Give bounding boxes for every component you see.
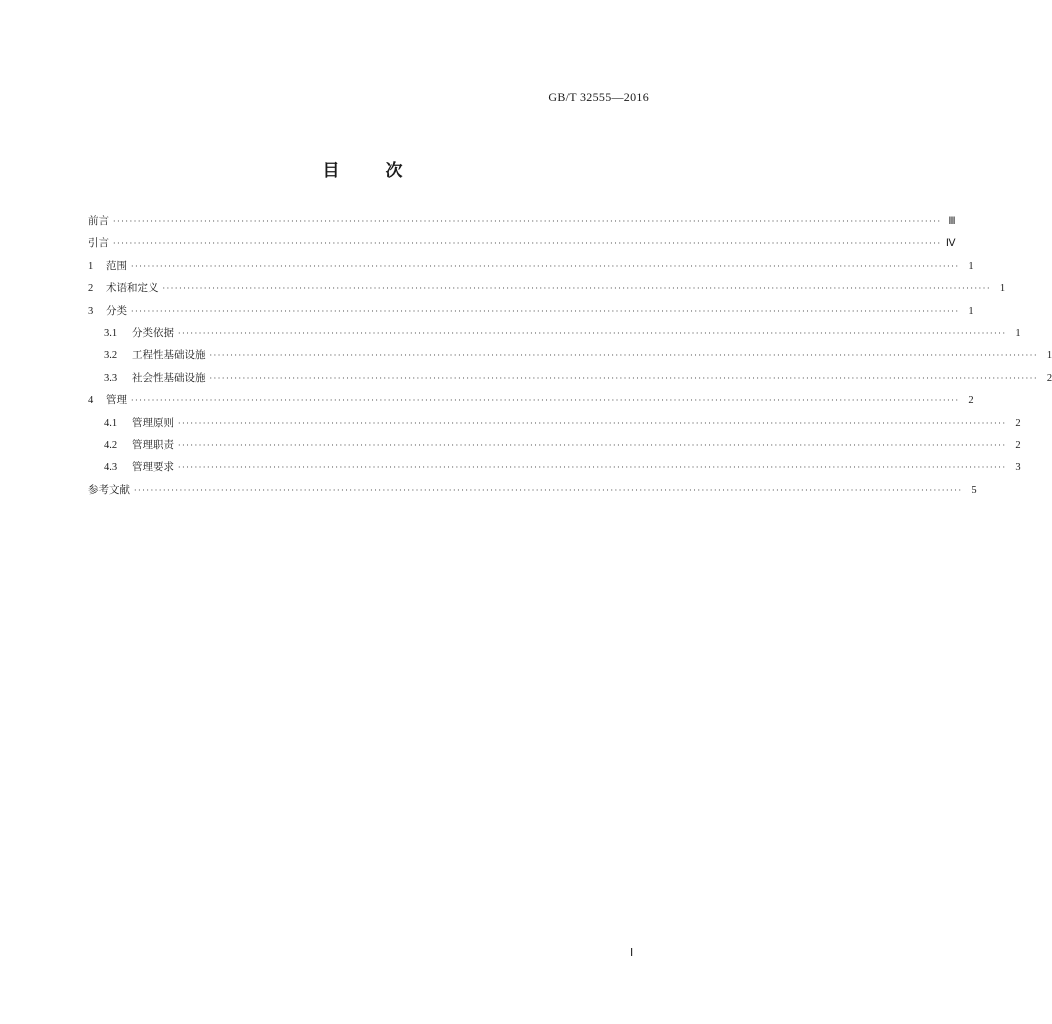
dot-leader: ········································································································································································································ <box>113 217 942 226</box>
toc-entry-page: 1 <box>968 260 974 272</box>
toc-entry[interactable] <box>88 300 974 322</box>
toc-entry-number: 2 <box>88 283 94 295</box>
toc-entry-page: 1 <box>1015 327 1021 339</box>
toc-entry[interactable] <box>88 456 1021 478</box>
toc-entry-page: 2 <box>1015 417 1021 429</box>
toc-entry-label: 前言 <box>88 215 109 227</box>
dot-leader: ········································································································································································································ <box>131 396 960 406</box>
dot-leader: ········································································································································································································ <box>162 284 992 294</box>
table-of-contents <box>88 210 1052 501</box>
toc-entry-number: 4.2 <box>104 439 118 451</box>
toc-title <box>0 156 725 181</box>
toc-entry-label: 参考文献 <box>88 483 130 496</box>
toc-entry[interactable] <box>88 322 1021 344</box>
toc-entry[interactable] <box>88 412 1021 434</box>
toc-entry[interactable] <box>88 367 1052 389</box>
toc-entry-page: 1 <box>999 283 1006 295</box>
page-number: Ⅰ <box>630 947 634 959</box>
toc-entry-page: 5 <box>971 484 977 496</box>
toc-entry-label: 引言 <box>88 237 109 250</box>
toc-entry[interactable] <box>88 479 977 501</box>
toc-entry-page: 1 <box>1046 350 1052 362</box>
toc-entry-label: 工程性基础设施 <box>132 349 206 362</box>
toc-entry-label: 社会性基础设施 <box>132 371 206 384</box>
toc-title-part1: 目 <box>322 161 340 181</box>
toc-entry-page: 2 <box>968 395 974 407</box>
dot-leader: ········································································································································································································ <box>131 261 960 271</box>
toc-entry-label: 范围 <box>106 259 127 272</box>
toc-entry[interactable] <box>88 277 1006 299</box>
toc-entry-label: 分类 <box>106 304 127 317</box>
toc-entry-number: 3.3 <box>104 372 118 384</box>
toc-entry-number: 4.1 <box>104 417 118 429</box>
dot-leader: ········································································································································································································ <box>178 463 1007 473</box>
toc-title-part2: 次 <box>385 161 403 181</box>
standard-number: GB/T 32555—2016 <box>548 90 649 104</box>
toc-entry[interactable] <box>88 389 974 411</box>
toc-entry-label: 术语和定义 <box>106 282 159 295</box>
dot-leader: ········································································································································································································ <box>134 485 963 495</box>
toc-entry-page: 2 <box>1015 439 1021 451</box>
toc-entry-page: Ⅲ <box>948 216 956 227</box>
dot-leader: ········································································································································································································ <box>131 306 960 316</box>
dot-leader: ········································································································································································································ <box>209 373 1039 383</box>
toc-entry-page: 3 <box>1015 462 1021 474</box>
toc-entry-label: 分类依据 <box>132 326 174 339</box>
toc-entry-label: 管理要求 <box>132 461 174 474</box>
toc-entry-page: 1 <box>968 305 974 317</box>
dot-leader: ········································································································································································································ <box>209 351 1039 361</box>
dot-leader: ········································································································································································································ <box>178 440 1007 450</box>
toc-entry-number: 4 <box>88 395 94 407</box>
toc-entry-number: 4.3 <box>104 462 118 474</box>
toc-entry[interactable] <box>88 344 1052 366</box>
toc-entry-number: 3.1 <box>104 327 118 339</box>
toc-entry[interactable] <box>88 210 956 232</box>
toc-entry-label: 管理 <box>106 394 127 407</box>
toc-entry-number: 3 <box>88 305 94 317</box>
toc-entry-number: 3.2 <box>104 350 118 362</box>
toc-entry[interactable] <box>88 255 974 277</box>
toc-entry[interactable] <box>88 434 1021 456</box>
toc-entry-page: Ⅳ <box>945 238 956 250</box>
toc-entry-label: 管理原则 <box>132 416 174 429</box>
toc-entry[interactable] <box>88 232 956 254</box>
dot-leader: ········································································································································································································ <box>178 328 1007 338</box>
toc-entry-number: 1 <box>88 260 94 272</box>
dot-leader: ········································································································································································································ <box>113 239 942 249</box>
dot-leader: ········································································································································································································ <box>178 418 1007 428</box>
toc-entry-page: 2 <box>1046 372 1052 384</box>
toc-entry-label: 管理职责 <box>132 438 174 451</box>
